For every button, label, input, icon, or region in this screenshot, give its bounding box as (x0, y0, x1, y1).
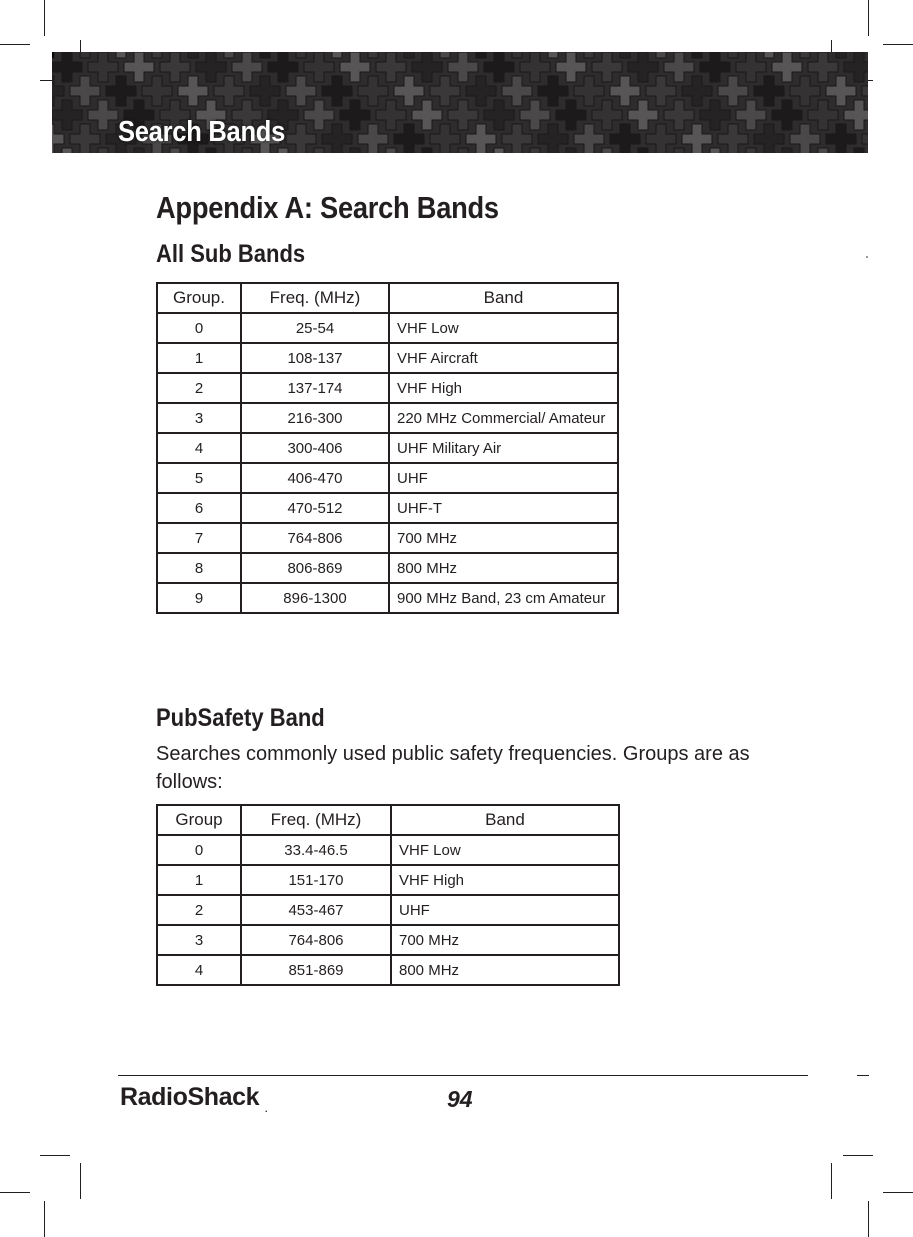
cross-tile (628, 52, 658, 82)
freq-cell: 896-1300 (241, 583, 389, 613)
cross-tile (772, 100, 802, 130)
cross-tile (142, 76, 172, 106)
group-cell: 5 (157, 463, 241, 493)
cross-tile (178, 76, 208, 106)
cross-tile (844, 100, 868, 130)
cross-tile (430, 52, 460, 58)
cross-tile (52, 100, 82, 130)
table-row (157, 313, 618, 343)
crop-mark (868, 0, 869, 36)
table-row (157, 865, 619, 895)
cross-tile (682, 76, 712, 106)
group-cell: 3 (157, 403, 241, 433)
cross-tile (574, 124, 604, 153)
cross-tile (502, 52, 532, 58)
cross-tile (466, 52, 496, 58)
column-header-freq: Freq. (MHz) (241, 805, 391, 835)
cross-tile (214, 52, 244, 58)
cross-tile (682, 52, 712, 58)
cross-tile (88, 52, 118, 82)
band-cell: UHF Military Air (389, 433, 618, 463)
crop-mark (0, 1192, 30, 1193)
cross-tile (844, 52, 868, 82)
cross-tile (322, 52, 352, 58)
cross-tile (70, 76, 100, 106)
cross-tile (376, 52, 406, 82)
cross-tile (448, 100, 478, 130)
pubsafety-table (156, 804, 620, 986)
cross-tile (556, 52, 586, 82)
cross-tile (502, 124, 532, 153)
cross-tile (70, 124, 100, 153)
cross-tile (538, 52, 568, 58)
band-cell: 800 MHz (391, 955, 619, 985)
cross-tile (736, 100, 766, 130)
footer-rule (118, 1075, 808, 1076)
cross-tile (52, 148, 82, 153)
freq-cell: 453-467 (241, 895, 391, 925)
all-sub-bands-body (157, 313, 618, 613)
cross-tile (376, 148, 406, 153)
stray-mark (866, 256, 868, 258)
pubsafety-heading: PubSafety Band (156, 704, 325, 732)
freq-cell: 470-512 (241, 493, 389, 523)
cross-tile (304, 52, 334, 82)
crop-mark (883, 44, 913, 45)
table-row (157, 373, 618, 403)
cross-tile (412, 148, 442, 153)
cross-tile (250, 76, 280, 106)
cross-tile (790, 124, 820, 153)
cross-tile (556, 148, 586, 153)
cross-tile (88, 148, 118, 153)
band-cell: 900 MHz Band, 23 cm Amateur (389, 583, 618, 613)
cross-tile (826, 76, 856, 106)
cross-tile (718, 52, 748, 58)
cross-tile (484, 148, 514, 153)
header-banner (52, 52, 868, 153)
freq-cell: 851-869 (241, 955, 391, 985)
cross-tile (718, 124, 748, 153)
cross-tile (430, 124, 460, 153)
cross-tile (826, 124, 856, 153)
logo-trademark-dot: . (265, 1104, 268, 1114)
page-title: Appendix A: Search Bands (156, 190, 499, 225)
cross-tile (286, 124, 316, 153)
group-cell: 6 (157, 493, 241, 523)
cross-tile (88, 100, 118, 130)
cross-tile (466, 76, 496, 106)
cross-tile (664, 52, 694, 82)
band-cell: 700 MHz (391, 925, 619, 955)
cross-tile (70, 52, 100, 58)
cross-tile (610, 76, 640, 106)
table-row (157, 583, 618, 613)
cross-tile (538, 76, 568, 106)
group-cell: 1 (157, 343, 241, 373)
cross-tile (700, 148, 730, 153)
freq-cell: 764-806 (241, 523, 389, 553)
cross-tile (700, 100, 730, 130)
cross-tile (826, 52, 856, 58)
crop-mark (831, 1163, 832, 1199)
pubsafety-body (157, 835, 619, 985)
cross-tile (736, 148, 766, 153)
band-cell: VHF High (389, 373, 618, 403)
cross-tile (646, 52, 676, 58)
cross-tile (808, 52, 838, 82)
band-cell: 800 MHz (389, 553, 618, 583)
band-cell: 700 MHz (389, 523, 618, 553)
table-row (157, 925, 619, 955)
cross-tile (754, 52, 784, 58)
banner-title: Search Bands (118, 116, 286, 148)
freq-cell: 406-470 (241, 463, 389, 493)
cross-tile (142, 52, 172, 58)
freq-cell: 300-406 (241, 433, 389, 463)
table-row (157, 523, 618, 553)
cross-tile (160, 52, 190, 82)
cross-tile (322, 124, 352, 153)
crop-mark (843, 1155, 873, 1156)
cross-tile (664, 148, 694, 153)
cross-tile (358, 124, 388, 153)
band-cell: UHF (391, 895, 619, 925)
cross-tile (610, 52, 640, 58)
cross-tile (340, 148, 370, 153)
cross-tile (394, 76, 424, 106)
cross-tile (574, 76, 604, 106)
cross-tile (790, 76, 820, 106)
crop-mark (868, 1201, 869, 1237)
table-row (157, 463, 618, 493)
column-header-group: Group (157, 805, 241, 835)
cross-tile (286, 76, 316, 106)
cross-tile (286, 52, 316, 58)
cross-tile (358, 52, 388, 58)
cross-tile (340, 52, 370, 82)
cross-tile (376, 100, 406, 130)
cross-tile (736, 52, 766, 82)
group-cell: 8 (157, 553, 241, 583)
table-row (157, 553, 618, 583)
cross-tile (682, 124, 712, 153)
cross-tile (430, 76, 460, 106)
cross-tile (628, 100, 658, 130)
cross-tile (520, 52, 550, 82)
crop-mark (44, 0, 45, 36)
cross-tile (214, 76, 244, 106)
cross-tile (484, 100, 514, 130)
crop-mark (0, 44, 30, 45)
group-cell: 4 (157, 433, 241, 463)
band-cell: UHF (389, 463, 618, 493)
cross-tile (592, 148, 622, 153)
cross-tile (664, 100, 694, 130)
cross-tile (394, 124, 424, 153)
group-cell: 4 (157, 955, 241, 985)
cross-tile (232, 52, 262, 82)
freq-cell: 25-54 (241, 313, 389, 343)
cross-tile (394, 52, 424, 58)
cross-tile (700, 52, 730, 82)
cross-tile (466, 124, 496, 153)
cross-tile (106, 52, 136, 58)
cross-tile (592, 52, 622, 82)
all-sub-bands-heading: All Sub Bands (156, 240, 306, 268)
group-cell: 0 (157, 835, 241, 865)
table-row (157, 835, 619, 865)
cross-tile (52, 52, 82, 82)
table-row (157, 343, 618, 373)
cross-tile (520, 148, 550, 153)
cross-tile (790, 52, 820, 58)
cross-tile (340, 100, 370, 130)
crop-mark (40, 1155, 70, 1156)
table-header-row (157, 283, 618, 313)
cross-tile (628, 148, 658, 153)
group-cell: 3 (157, 925, 241, 955)
column-header-freq: Freq. (MHz) (241, 283, 389, 313)
group-cell: 9 (157, 583, 241, 613)
cross-tile (772, 148, 802, 153)
footer-tick (857, 1075, 869, 1076)
all-sub-bands-table (156, 282, 619, 614)
cross-tile (484, 52, 514, 82)
cross-tile (520, 100, 550, 130)
freq-cell: 33.4-46.5 (241, 835, 391, 865)
cross-tile (808, 148, 838, 153)
cross-tile (592, 100, 622, 130)
column-header-band: Band (389, 283, 618, 313)
cross-tile (574, 52, 604, 58)
radioshack-logo: RadioShack (120, 1083, 260, 1111)
column-header-group: Group. (157, 283, 241, 313)
cross-tile (754, 124, 784, 153)
table-row (157, 895, 619, 925)
cross-tile (448, 52, 478, 82)
page-number: 94 (447, 1086, 473, 1112)
cross-tile (322, 76, 352, 106)
cross-tile (268, 52, 298, 82)
cross-tile (610, 124, 640, 153)
band-cell: VHF Low (389, 313, 618, 343)
cross-tile (502, 76, 532, 106)
freq-cell: 151-170 (241, 865, 391, 895)
crop-mark (80, 1163, 81, 1199)
table-row (157, 493, 618, 523)
band-cell: UHF-T (389, 493, 618, 523)
cross-tile (358, 76, 388, 106)
pubsafety-description: Searches commonly used public safety frequencies. Groups are as follows: (156, 743, 750, 793)
cross-tile (538, 124, 568, 153)
freq-cell: 137-174 (241, 373, 389, 403)
cross-tile (448, 148, 478, 153)
freq-cell: 216-300 (241, 403, 389, 433)
cross-tile (412, 52, 442, 82)
band-cell: VHF Low (391, 835, 619, 865)
cross-tile (106, 76, 136, 106)
group-cell: 7 (157, 523, 241, 553)
table-header-row (157, 805, 619, 835)
crop-mark (883, 1192, 913, 1193)
cross-tile (808, 100, 838, 130)
table-row (157, 955, 619, 985)
cross-tile (556, 100, 586, 130)
group-cell: 1 (157, 865, 241, 895)
cross-tile (304, 100, 334, 130)
cross-tile (412, 100, 442, 130)
band-cell: VHF High (391, 865, 619, 895)
cross-tile (646, 124, 676, 153)
cross-tile (718, 76, 748, 106)
table-row (157, 403, 618, 433)
cross-tile (754, 76, 784, 106)
group-cell: 0 (157, 313, 241, 343)
cross-tile (178, 52, 208, 58)
cross-tile (844, 148, 868, 153)
column-header-band: Band (391, 805, 619, 835)
freq-cell: 806-869 (241, 553, 389, 583)
cross-tile (196, 52, 226, 82)
band-cell: VHF Aircraft (389, 343, 618, 373)
cross-tile (124, 52, 154, 82)
cross-tile (646, 76, 676, 106)
cross-tile (304, 148, 334, 153)
group-cell: 2 (157, 895, 241, 925)
band-cell: 220 MHz Commercial/ Amateur (389, 403, 618, 433)
group-cell: 2 (157, 373, 241, 403)
freq-cell: 764-806 (241, 925, 391, 955)
crop-mark (44, 1201, 45, 1237)
cross-tile (772, 52, 802, 82)
freq-cell: 108-137 (241, 343, 389, 373)
table-row (157, 433, 618, 463)
cross-tile (250, 52, 280, 58)
